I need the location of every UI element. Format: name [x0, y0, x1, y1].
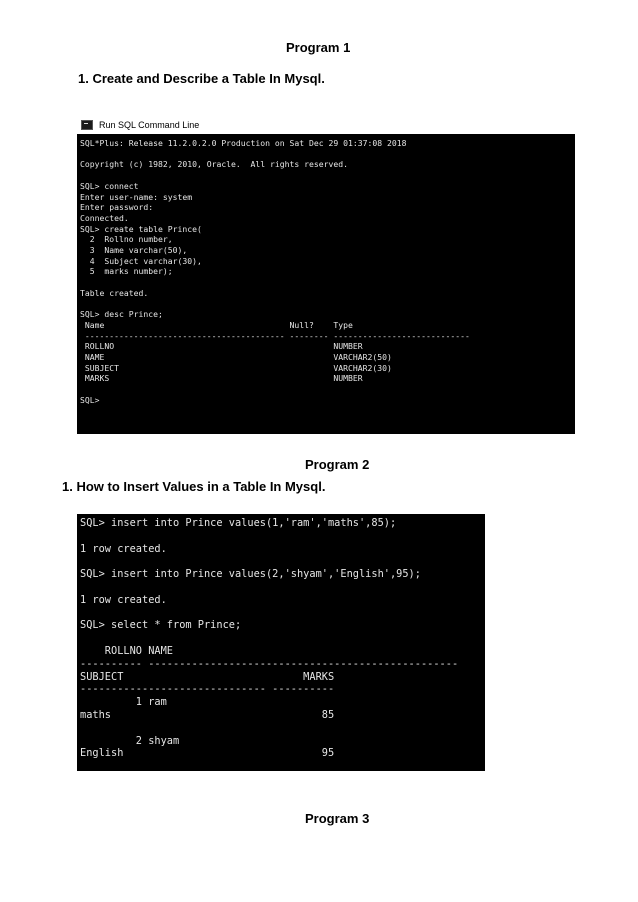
terminal-line: ------------------------------ ----------: [80, 683, 335, 696]
program-3-title: Program 3: [305, 811, 370, 826]
terminal-line: SQL>: [80, 394, 100, 405]
terminal-line: SQL> insert into Prince values(1,'ram','maths',85);: [80, 517, 397, 529]
terminal-line: Table created.: [80, 287, 149, 298]
terminal-line: SQL> insert into Prince values(2,'shyam','English',95);: [80, 568, 421, 581]
terminal-line: SQL> connect: [80, 180, 139, 191]
terminal-line: ROLLNO NUMBER: [80, 341, 363, 352]
terminal-line: 2 shyam: [80, 734, 180, 747]
sql-terminal-window-2: [77, 514, 485, 771]
terminal-title: Run SQL Command Line: [99, 120, 200, 130]
console-icon: [81, 120, 93, 130]
program-1-title: Program 1: [286, 40, 351, 55]
terminal-line: 2 Rollno number,: [80, 234, 173, 245]
terminal-output: [77, 514, 485, 760]
terminal-line: SQL*Plus: Release 11.2.0.2.0 Production on Sat Dec 29 01:37:08 2018: [80, 138, 407, 148]
terminal-line: Copyright (c) 1982, 2010, Oracle. All rights reserved.: [80, 159, 349, 170]
terminal-line: maths 85: [80, 708, 335, 721]
terminal-line: SUBJECT VARCHAR2(30): [80, 362, 392, 373]
terminal-line: ---------- --------------------------------------------------: [80, 657, 459, 670]
terminal-line: SQL> select * from Prince;: [80, 619, 242, 632]
terminal-line: English 95: [80, 747, 335, 760]
terminal-line: MARKS NUMBER: [80, 373, 363, 384]
terminal-line: SUBJECT MARKS: [80, 670, 335, 683]
terminal-line: 1 row created.: [80, 593, 167, 606]
terminal-line: ----------------------------------------- -------- ----------------------------: [80, 330, 470, 341]
terminal-output: [77, 134, 575, 406]
program-1-item: 1. Create and Describe a Table In Mysql.: [78, 71, 325, 86]
terminal-line: NAME VARCHAR2(50): [80, 352, 392, 363]
program-2-title: Program 2: [305, 457, 370, 472]
terminal-title-bar: [77, 116, 575, 134]
terminal-line: 5 marks number);: [80, 266, 173, 277]
terminal-line: 3 Name varchar(50),: [80, 245, 188, 256]
terminal-line: 4 Subject varchar(30),: [80, 255, 202, 266]
program-2-item: 1. How to Insert Values in a Table In Mysql.: [62, 479, 326, 494]
terminal-line: Enter password:: [80, 202, 154, 213]
terminal-line: ROLLNO NAME: [80, 644, 173, 657]
terminal-line: SQL> create table Prince(: [80, 223, 202, 234]
terminal-line: 1 row created.: [80, 542, 167, 555]
terminal-line: Enter user-name: system: [80, 191, 193, 202]
terminal-line: SQL> desc Prince;: [80, 309, 163, 320]
terminal-line: Name Null? Type: [80, 319, 353, 330]
terminal-line: Connected.: [80, 212, 129, 223]
sql-terminal-window-1: [77, 116, 575, 434]
terminal-line: 1 ram: [80, 696, 167, 709]
